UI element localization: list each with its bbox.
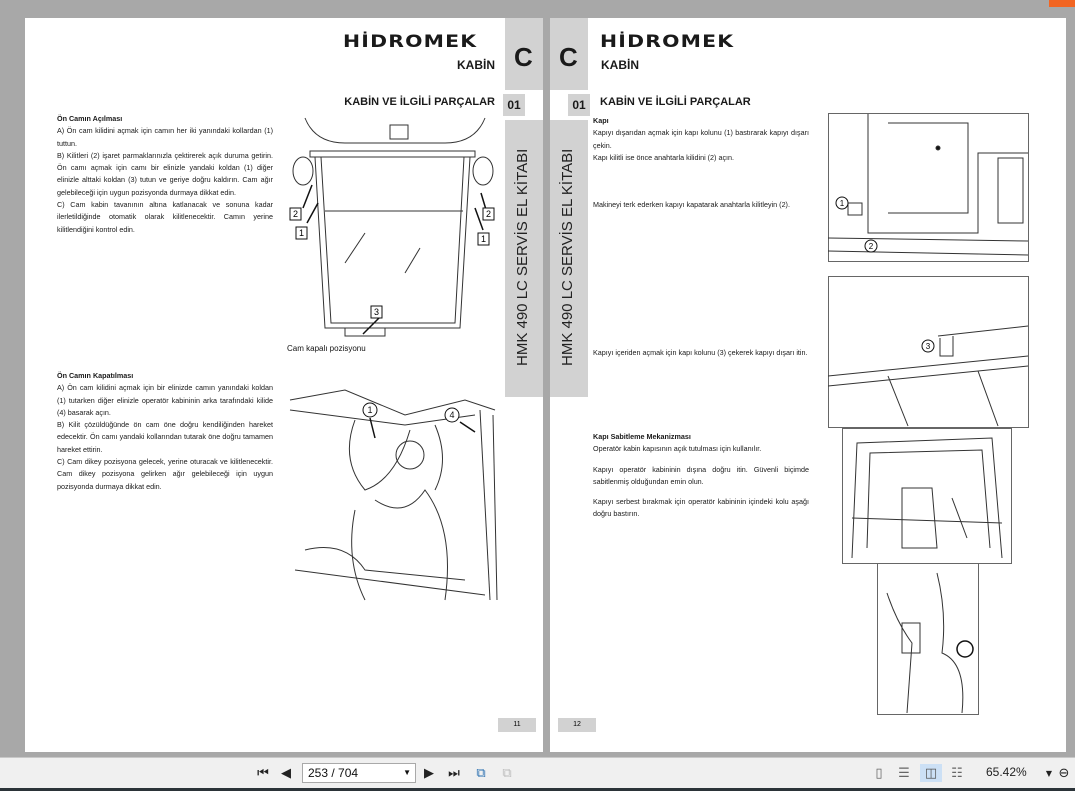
continuous-facing-icon: ☷ [951,765,963,781]
chapter-letter: C [514,42,533,72]
lock-lever-figure [877,563,979,715]
section-title: KABİN [601,58,639,72]
callout-2: 2 [485,209,492,219]
chevron-down-icon[interactable]: ▼ [403,768,411,777]
paragraph: C) Cam dikey pozisyona gelecek, yerine oturacak ve kilitlenecektir. Cam dikey pozisyona gelirken ağır gelebileceği için uygun pozisyonda durmaya dikkat edin. [57,457,273,491]
chapter-title: KABİN VE İLGİLİ PARÇALAR [600,96,751,108]
door-section [593,115,809,164]
callout-2: 2 [292,209,299,219]
zoom-dropdown[interactable] [1044,764,1054,782]
next-view-icon: ⧉ [502,765,512,781]
page-number: 12 [558,718,596,732]
first-page-icon: ⏮ [257,765,269,781]
page-number: 11 [498,718,536,732]
paragraph: A) Ön cam kilidini açmak için camın her iki yanındaki kollardan (1) tuttun. [57,126,273,148]
paragraph: Kapı kilitli ise önce anahtarla kilidini (2) açın. [593,152,735,162]
previous-page-icon: ◀ [281,765,291,781]
continuous-page-icon: ☰ [898,765,910,781]
paragraph: Makineyi terk ederken kapıyı kapatarak anahtarla kilitleyin (2). [593,200,790,209]
door-title: Kapı [593,116,609,125]
figure-caption: Cam kapalı pozisyonu [287,344,366,353]
chevron-down-icon: ▼ [1045,768,1053,778]
hidromek-logo: HİDROMEK [343,32,478,52]
closing-section [57,370,273,493]
opening-title: Ön Camın Açılması [57,114,123,123]
callout-1: 1 [480,234,487,244]
page-left [25,18,543,752]
callout-3: 3 [373,307,380,317]
page-right [550,18,1066,752]
windshield-open-figure [285,113,495,343]
paragraph: C) Cam kabin tavanının altına katlanacak ve sonuna kadar ilerletildiğinde otomatik olarak kilitlenecektir. Camın yerine kilitlendiğini kontrol edin. [57,200,273,234]
paragraph: A) Ön cam kilidini açmak için bir elinizde camın yanındaki koldan (1) tutarken diğer elinizle operatör kabininin arka tarafındaki kilide (4) basarak açın. [57,383,273,417]
next-view-button[interactable] [498,764,516,782]
paragraph: B) Kilit çözüldüğünde ön cam öne doğru kendiliğinden hareket edecektir. Ön camı yandaki kollarından tutarak öne doğru tamamen hareket ettirin. [57,420,273,454]
callout-1: 1 [839,199,845,208]
previous-view-icon: ⧉ [476,765,486,781]
manual-title: HMK 490 LC SERVİS EL KİTABI [559,148,576,366]
paragraph: Kapıyı dışarıdan açmak için kapı kolunu (1) bastırarak kapıyı dışarı çekin. [593,128,809,150]
single-page-button[interactable] [870,764,888,782]
closing-title: Ön Camın Kapatılması [57,371,134,380]
chapter-number: 01 [568,94,590,116]
paragraph: Kapıyı içeriden açmak için kapı kolunu (3) çekerek kapıyı dışarı itin. [593,348,808,357]
lock-section [593,431,809,521]
callout-4: 4 [449,410,455,420]
continuous-facing-button[interactable] [948,764,966,782]
facing-pages-button[interactable] [920,764,942,782]
door-lock-figure [842,428,1012,564]
section-title: KABİN [457,58,495,72]
page-field-value: 253 / 704 [308,766,359,780]
chapter-letter: C [559,42,578,72]
chapter-number: 01 [503,94,525,116]
door-inside-figure [828,276,1030,428]
opening-section [57,113,273,236]
previous-page-button[interactable] [278,764,294,782]
zoom-out-button[interactable] [1055,764,1073,782]
door-outside-figure [828,113,1030,263]
last-page-icon: ⏭ [448,765,460,781]
continuous-page-button[interactable] [895,764,913,782]
lock-title: Kapı Sabitleme Mekanizması [593,432,691,441]
windshield-close-figure [285,370,500,605]
paragraph: B) Kilitleri (2) işaret parmaklarınızla çektirerek açık duruma getirin. Ön camı açmak için camı bir elinizle yandaki koldan (1) diğer elinizle alttaki koldan (3) tutun ve geriye doğru kaldırın. Cam ağır gelebileceği için uygun pozisyonda durmaya dikkat edin. [57,150,273,197]
callout-2: 2 [868,242,874,251]
paragraph: Kapıyı serbest bırakmak için operatör kabininin içindeki kolu aşağı doğru bastırın. [593,497,809,519]
callout-3: 3 [925,342,931,351]
callout-1: 1 [298,228,305,238]
notification-badge[interactable] [1049,0,1075,7]
next-page-icon: ▶ [424,765,434,781]
viewer-toolbar [0,757,1075,788]
page-number-input[interactable] [302,763,416,783]
zoom-level[interactable]: 65.42% [986,765,1027,779]
single-page-icon: ▯ [875,765,883,781]
previous-view-button[interactable] [472,764,490,782]
hidromek-logo: HİDROMEK [600,32,735,52]
last-page-button[interactable] [445,764,463,782]
zoom-out-icon: ⊖ [1058,765,1070,781]
first-page-button[interactable] [254,764,272,782]
callout-1: 1 [367,405,373,415]
paragraph: Operatör kabin kapısının açık tutulması için kullanılır. [593,444,762,454]
facing-pages-icon: ◫ [924,765,938,781]
paragraph: Kapıyı operatör kabininin dışına doğru itin. Güvenli biçimde sabitlenmiş olduğundan emin olun. [593,464,809,486]
manual-title: HMK 490 LC SERVİS EL KİTABI [514,148,531,366]
next-page-button[interactable] [421,764,437,782]
chapter-title: KABİN VE İLGİLİ PARÇALAR [344,96,495,108]
